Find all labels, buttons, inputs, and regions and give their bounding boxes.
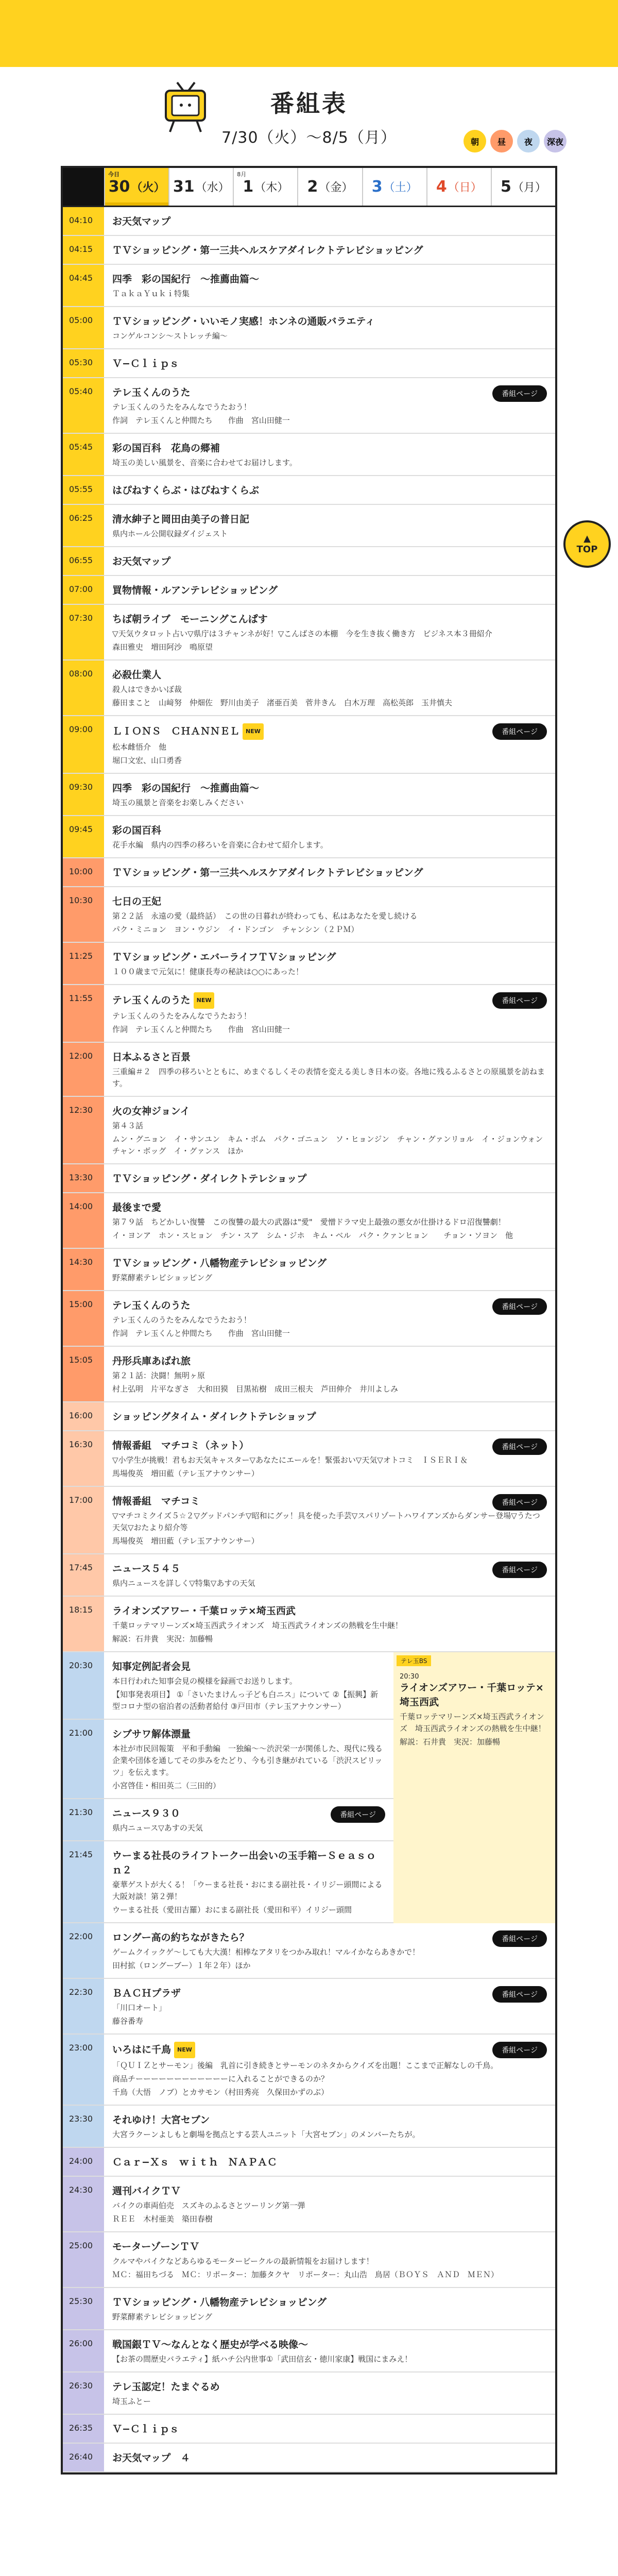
program-time: 26:00 bbox=[63, 2330, 104, 2371]
program-row[interactable] bbox=[63, 2232, 555, 2288]
program-row[interactable] bbox=[63, 2177, 555, 2232]
program-time: 26:35 bbox=[63, 2415, 104, 2443]
program-description: 埼玉ふとー bbox=[112, 2397, 151, 2406]
program-title[interactable]: テレ玉くんのうた NEW bbox=[112, 992, 547, 1009]
program-time: 07:00 bbox=[63, 576, 104, 604]
program-page-button[interactable]: 番組ページ bbox=[492, 385, 547, 402]
weekday: （土） bbox=[383, 181, 418, 194]
program-description: ▽小学生が挑戦！君もお天気キャスター▽あなたにエールを！緊張おい▽天気▽オトコミ ＩＳＥＲＩ＆ bbox=[112, 1455, 468, 1465]
program-page-button[interactable]: 番組ページ bbox=[492, 1438, 547, 1455]
program-page-button[interactable]: 番組ページ bbox=[492, 1494, 547, 1511]
program-description: 県内ホール公開収録ダイジェスト bbox=[112, 529, 228, 538]
program-description: 作詞 テレ玉くんと仲間たち 作曲 宮山田健一 bbox=[112, 416, 290, 425]
program-time: 15:00 bbox=[63, 1291, 104, 1346]
program-description: 松本雌悟介 他 bbox=[112, 742, 167, 752]
program-time: 14:30 bbox=[63, 1249, 104, 1290]
program-title[interactable]: 四季 彩の国紀行 〜推薦曲篇〜 bbox=[112, 274, 260, 285]
program-title[interactable]: テレ玉くんのうた bbox=[112, 1300, 191, 1311]
program-row[interactable] bbox=[63, 378, 555, 434]
program-time: 12:30 bbox=[63, 1097, 104, 1163]
program-title[interactable]: ＴＶショッピング・八幡物産テレビショッピング bbox=[112, 1258, 327, 1269]
program-row[interactable] bbox=[63, 660, 555, 716]
page-header bbox=[0, 67, 618, 165]
program-title[interactable]: 必殺仕業人 bbox=[112, 669, 162, 681]
date-number: 3 bbox=[371, 178, 383, 196]
program-page-button[interactable]: 番組ページ bbox=[492, 992, 547, 1009]
weekday: （水） bbox=[195, 181, 230, 194]
program-description: ＴａｋａＹｕｋｉ特集 bbox=[112, 289, 190, 298]
program-title[interactable]: ＴＶショッピング・ダイレクトテレショップ bbox=[112, 1173, 307, 1184]
program-row[interactable] bbox=[63, 207, 555, 236]
program-row[interactable] bbox=[63, 349, 555, 378]
legend-circle: 昼 bbox=[490, 130, 513, 152]
program-title[interactable]: お天気マップ bbox=[112, 556, 171, 567]
program-row[interactable] bbox=[63, 1487, 555, 1554]
program-description: 大宮ラクーンよしもと劇場を拠点とする芸人ユニット「大宮セブン」のメンバーたちが。 bbox=[112, 2130, 420, 2139]
scroll-to-top-button[interactable] bbox=[563, 520, 611, 568]
program-description: 花手水編 県内の四季の移ろいを音楽に合わせて紹介します。 bbox=[112, 840, 328, 850]
program-row[interactable] bbox=[63, 476, 555, 505]
program-description: 殺人はできかいぼ裁 bbox=[112, 685, 182, 694]
date-tab[interactable] bbox=[491, 168, 555, 206]
program-time: 09:30 bbox=[63, 774, 104, 815]
program-time: 26:40 bbox=[63, 2444, 104, 2471]
top-yellow-bar bbox=[0, 0, 618, 67]
program-title[interactable]: モーターゾーンＴＶ bbox=[112, 2241, 200, 2252]
program-row[interactable] bbox=[63, 265, 555, 307]
program-row[interactable] bbox=[63, 2444, 555, 2472]
legend-circle: 朝 bbox=[464, 130, 486, 152]
program-row[interactable] bbox=[63, 307, 555, 349]
program-row[interactable] bbox=[63, 858, 555, 887]
date-number: 5 bbox=[500, 178, 511, 196]
program-description: ムン・グニョン イ・サンユン キム・ボム パク・ゴニュン ソ・ヒョンジン チャン・グァンリョル イ・ジョンウォン チャン・ボッグ イ・グァンス ほか bbox=[112, 1134, 551, 1156]
program-time: 11:55 bbox=[63, 985, 104, 1042]
program-time: 06:55 bbox=[63, 547, 104, 575]
program-description: 県内ニュース▽あすの天気 bbox=[112, 1823, 203, 1833]
program-title[interactable]: 丹形兵庫あばれ旅 bbox=[112, 1355, 191, 1367]
legend-circle: 夜 bbox=[517, 130, 540, 152]
program-description: 県内ニュースを詳しく▽特集▽あすの天気 bbox=[112, 1579, 255, 1588]
program-description: 本社が市民回報策 平和手動編 一独編〜〜渋沢栄一が関係した、現代に残る企業や団体を通してその歩みをたどり、今も引き継がれている「渋沢スピリッツ」を伝えます。 bbox=[112, 1744, 383, 1777]
program-description: 藤谷番寿 bbox=[112, 2016, 144, 2026]
program-time: 09:45 bbox=[63, 816, 104, 857]
program-title[interactable]: 買物情報・ルアンテレビショッピング bbox=[112, 585, 278, 596]
program-description: 村上弘明 片平なぎさ 大和田獏 目黒祐樹 成田三根夫 芦田伸介 井川よしみ bbox=[112, 1384, 399, 1394]
program-page-button[interactable]: 番組ページ bbox=[331, 1806, 385, 1823]
scroll-top-label: TOP bbox=[576, 544, 598, 555]
program-time: 12:00 bbox=[63, 1043, 104, 1096]
simulcast-description: 千葉ロッテマリーンズ×埼玉西武ライオンズ 埼玉西武ライオンズの熱戦を生中継！ bbox=[400, 1712, 546, 1733]
date-number: 31 bbox=[173, 178, 195, 196]
date-range: 7/30（火）〜8/5（月） bbox=[221, 129, 397, 147]
program-time: 26:30 bbox=[63, 2372, 104, 2414]
program-title[interactable]: 彩の国百科 花鳥の郷補 bbox=[112, 443, 220, 454]
program-time: 05:40 bbox=[63, 378, 104, 433]
program-description: 商品チーーーーーーーーーーーーに入れることができるのか？ bbox=[112, 2074, 329, 2083]
program-title[interactable]: ＴＶショッピング・第一三共ヘルスケアダイレクトテレビショッピング bbox=[112, 245, 423, 256]
date-tab[interactable] bbox=[362, 168, 426, 206]
program-row[interactable] bbox=[63, 2288, 555, 2330]
new-badge: NEW bbox=[174, 2042, 195, 2058]
simulcast-time: 20:30 bbox=[400, 1673, 419, 1681]
program-description: ＲＥＥ 木村亜美 築田春樹 bbox=[112, 2214, 213, 2224]
program-title[interactable]: テレ玉くんのうた bbox=[112, 387, 191, 398]
program-title[interactable]: ニュース９３０ bbox=[112, 1808, 181, 1819]
program-title[interactable]: ショッピングタイム・ダイレクトテレショップ bbox=[112, 1411, 316, 1422]
program-row[interactable] bbox=[63, 1923, 555, 1979]
simulcast-description: 解説：石井貴 実況：加藤暢 bbox=[400, 1737, 501, 1747]
program-description: 小宮啓佳・相田英二（三田的） bbox=[112, 1781, 221, 1790]
program-row[interactable] bbox=[63, 887, 555, 943]
date-number: 30 bbox=[108, 178, 130, 196]
program-description: パク・ミニョン ヨン・ウジン イ・ドンゴン チャンシン（２ＰＭ） bbox=[112, 925, 359, 934]
program-description: 【お茶の間歴史バラエティ】紙ハチ公内世事①「武田信玄・徳川家康】戦国にまみえ！ bbox=[112, 2354, 413, 2364]
program-description: 第２２話 永遠の愛（最終話） この世の日暮れが終わっても、私はあなたを愛し続ける bbox=[112, 911, 418, 921]
program-description: ウーまる社長（愛田吉羅）おにまる副社長（愛田和平）イリジー頭間 bbox=[112, 1905, 352, 1914]
program-time: 16:30 bbox=[63, 1431, 104, 1486]
program-description: コンゲルコンシ〜ストレッチ編〜 bbox=[112, 331, 228, 341]
program-time: 18:15 bbox=[63, 1597, 104, 1651]
program-row[interactable] bbox=[63, 1979, 555, 2035]
program-time: 16:00 bbox=[63, 1402, 104, 1430]
program-description: 本日行われた知事会見の模様を録画でお送りします。 bbox=[112, 1676, 297, 1686]
weekday: （日） bbox=[448, 181, 482, 194]
program-row[interactable] bbox=[63, 1347, 555, 1402]
program-title[interactable]: お天気マップ ４ bbox=[112, 2452, 191, 2464]
program-title[interactable]: Ｖ−Ｃｌｉｐｓ bbox=[112, 2424, 179, 2435]
chevron-up-icon: ▲ bbox=[583, 533, 591, 544]
program-time: 14:00 bbox=[63, 1193, 104, 1248]
program-description: 第４３話 bbox=[112, 1121, 144, 1130]
program-description: 豪華ゲストが大くる！「ウーまる社長・おにまる副社長・イリジー頭間による大阪対談！第２弾！ bbox=[112, 1880, 383, 1901]
weekday: （月） bbox=[512, 181, 546, 194]
date-tab[interactable] bbox=[233, 168, 297, 206]
program-description: 野菜酵素テレビショッピング bbox=[112, 1273, 213, 1282]
date-tab[interactable] bbox=[168, 168, 233, 206]
program-row[interactable] bbox=[63, 1402, 555, 1431]
program-time: 15:05 bbox=[63, 1347, 104, 1401]
program-description: ▽天気ウタロット占い▽県庁は３チャンネが好！▽こんばさの本棚 今を生き抜く働き方 ビジネス本３冊紹介 bbox=[112, 629, 492, 638]
program-row[interactable] bbox=[63, 1249, 555, 1291]
program-title[interactable]: Ｖ−Ｃｌｉｐｓ bbox=[112, 358, 179, 369]
program-description: 第２１話：決闘！無明ヶ原 bbox=[112, 1371, 205, 1380]
program-time: 24:00 bbox=[63, 2148, 104, 2176]
program-description: 馬場俊英 増田藍（テレ玉アナウンサー） bbox=[112, 1536, 259, 1546]
program-title[interactable]: 情報番組 マチコミ bbox=[112, 1496, 200, 1507]
program-description: 馬場俊英 増田藍（テレ玉アナウンサー） bbox=[112, 1469, 259, 1478]
program-time: 10:00 bbox=[63, 858, 104, 886]
program-title[interactable]: はぴねすくらぶ・はぴねすくらぶ bbox=[112, 485, 260, 496]
program-description: 埼玉の風景と音楽をお楽しみください bbox=[112, 798, 244, 807]
program-row[interactable] bbox=[63, 547, 555, 576]
program-title[interactable]: ウーまる社長のライフトークー出会いの玉手箱ーＳｅａｓｏｎ２ bbox=[112, 1850, 376, 1876]
program-description: イ・ヨンア ホン・スヒョン チン・スア シム・ジホ キム・ベル パク・クァンヒョン チョン・ソヨン 他 bbox=[112, 1231, 513, 1240]
new-badge: NEW bbox=[194, 992, 215, 1009]
program-row[interactable] bbox=[63, 1597, 555, 1652]
program-description: テレ玉くんのうたをみんなでうたおう！ bbox=[112, 402, 251, 412]
program-title[interactable]: 最後まで愛 bbox=[112, 1202, 162, 1213]
program-description: ＭＣ：福田ちづる ＭＣ：リポーター：加藤タクヤ リポーター：丸山浩 鳥居（ＢＯＹＳ ＡＮＤ ＭＥＮ） bbox=[112, 2270, 499, 2279]
date-number: 1 bbox=[243, 178, 254, 196]
weekday: （金） bbox=[319, 181, 353, 194]
program-time: 24:30 bbox=[63, 2177, 104, 2231]
program-title[interactable]: ＴＶショッピング・エバーライフＴＶショッピング bbox=[112, 952, 336, 963]
program-time: 25:00 bbox=[63, 2232, 104, 2287]
program-page-button[interactable]: 番組ページ bbox=[492, 1298, 547, 1315]
program-description: クルマやバイクなどあらゆるモータービークルの最新情報をお届けします！ bbox=[112, 2257, 374, 2266]
program-row[interactable] bbox=[63, 605, 555, 660]
program-title[interactable]: いろはに千鳥 NEW bbox=[112, 2042, 547, 2058]
program-row[interactable] bbox=[63, 576, 555, 605]
date-number: 2 bbox=[307, 178, 318, 196]
program-description: テレ玉くんのうたをみんなでうたおう！ bbox=[112, 1011, 251, 1021]
program-description: １００歳まで元気に！健康長寿の秘訣は○○にあった！ bbox=[112, 967, 304, 976]
legend-circle: 深夜 bbox=[544, 130, 566, 152]
program-description: 野菜酵素テレビショッピング bbox=[112, 2312, 213, 2321]
program-row[interactable] bbox=[63, 2330, 555, 2372]
program-description: 「ＱＵＩＺとサーモン」後編 乳首に引き続きとサーモンのネタからクイズを出題！ここまで正解なしの千鳥。 bbox=[112, 2061, 499, 2070]
program-title[interactable]: 知事定例記者会見 bbox=[112, 1661, 191, 1672]
program-title[interactable]: ニュース５４５ bbox=[112, 1563, 181, 1574]
program-title[interactable]: ＴＶショッピング・八幡物産テレビショッピング bbox=[112, 2297, 327, 2308]
program-title[interactable]: 週刊バイクＴＶ bbox=[112, 2185, 181, 2197]
program-description: 藤田まこと 山﨑努 仲畑佐 野川由美子 渚亜百美 菅井きん 白木万理 高松英郎 玉井慎夫 bbox=[112, 698, 453, 707]
program-time: 21:45 bbox=[63, 1841, 104, 1922]
date-tab[interactable] bbox=[426, 168, 491, 206]
program-title[interactable]: 火の女神ジョンイ bbox=[112, 1106, 190, 1117]
program-row[interactable] bbox=[63, 2372, 555, 2415]
program-description: 作詞 テレ玉くんと仲間たち 作曲 宮山田健一 bbox=[112, 1329, 290, 1338]
program-description: 【知事発表項目】 ①「さいたまけんっ子ども白ニス」について ②【振興】新型コロナ型の宿泊者の活動者給付 ③戸田市（テレ玉アナウンサー） bbox=[112, 1690, 379, 1711]
program-page-button[interactable]: 番組ページ bbox=[492, 1562, 547, 1578]
program-time: 04:15 bbox=[63, 236, 104, 264]
program-time: 23:00 bbox=[63, 2035, 104, 2105]
program-time: 05:30 bbox=[63, 349, 104, 377]
program-title[interactable]: お天気マップ bbox=[112, 216, 171, 227]
program-title[interactable]: 清水紳子と岡田由美子の普日記 bbox=[112, 514, 250, 525]
date-tab[interactable] bbox=[297, 168, 362, 206]
program-title[interactable]: ＴＶショッピング・第一三共ヘルスケアダイレクトテレビショッピング bbox=[112, 867, 423, 878]
program-description: 解説：石井貴 実況：加藤暢 bbox=[112, 1634, 213, 1643]
program-time: 05:45 bbox=[63, 434, 104, 475]
program-description: 「川口オート」 bbox=[112, 2003, 167, 2012]
program-time: 21:30 bbox=[63, 1799, 104, 1840]
program-title[interactable]: 日本ふるさと百景 bbox=[112, 1052, 191, 1063]
program-description: 堀口文宏、山口勇香 bbox=[112, 756, 182, 765]
program-row[interactable] bbox=[63, 2415, 555, 2444]
program-description: ▽マチコミクイズ５☆２▽グッドパンチ▽昭和にグッ！具を使った手芸▽スパリゾートハワイアンズからダンサー登場▽うたつ天気▽おたより紹介等 bbox=[112, 1511, 540, 1532]
date-corner bbox=[63, 168, 104, 206]
program-row[interactable] bbox=[63, 774, 555, 816]
program-title[interactable]: 彩の国百科 bbox=[112, 825, 162, 836]
simulcast-program[interactable] bbox=[393, 1652, 555, 1923]
program-title[interactable]: 七日の王妃 bbox=[112, 896, 162, 907]
program-title[interactable]: Ｃａｒ−Ｘｓ ｗｉｔｈ ＮＡＰＡＣ bbox=[112, 2157, 277, 2168]
program-page-button[interactable]: 番組ページ bbox=[492, 2042, 547, 2058]
program-row[interactable] bbox=[63, 1554, 555, 1597]
program-row[interactable] bbox=[63, 1097, 555, 1164]
program-description: バイクの車両伯売 スズキのふるさとツーリング第一弾 bbox=[112, 2201, 305, 2210]
program-time: 08:00 bbox=[63, 660, 104, 715]
program-title[interactable]: 戦国銀ＴＶ〜なんとなく歴史が学べる映像〜 bbox=[112, 2339, 308, 2350]
simulcast-title[interactable]: ライオンズアワー・千葉ロッテ×埼玉西武 bbox=[400, 1682, 544, 1708]
program-time: 11:25 bbox=[63, 943, 104, 984]
program-title[interactable]: テレ玉認定！たまぐるめ bbox=[112, 2381, 220, 2393]
program-page-button[interactable]: 番組ページ bbox=[492, 1930, 547, 1947]
program-page-button[interactable]: 番組ページ bbox=[492, 1986, 547, 2003]
program-title[interactable]: ＴＶショッピング・いいモノ実感！ホンネの通販バラエティ bbox=[112, 316, 375, 327]
program-title[interactable]: ＢＡＣＨプラザ bbox=[112, 1988, 181, 1999]
program-description: 埼玉の美しい風景を、音楽に合わせてお届けします。 bbox=[112, 458, 297, 467]
time-of-day-legend bbox=[464, 130, 566, 152]
program-row[interactable] bbox=[63, 1431, 555, 1487]
new-badge: NEW bbox=[243, 723, 264, 740]
weekday: （火） bbox=[131, 181, 165, 194]
weekday: （木） bbox=[254, 181, 289, 194]
program-title[interactable]: 情報番組 マチコミ（ネット） bbox=[112, 1440, 249, 1451]
program-time: 04:10 bbox=[63, 207, 104, 235]
program-time: 07:30 bbox=[63, 605, 104, 659]
program-time: 22:30 bbox=[63, 1979, 104, 2033]
program-title[interactable]: ライオンズアワー・千葉ロッテ×埼玉西武 bbox=[112, 1605, 296, 1617]
program-time: 04:45 bbox=[63, 265, 104, 306]
date-tab-note: 今日 bbox=[108, 171, 119, 178]
program-title[interactable]: ちば朝ライブ モーニングこんぱす bbox=[112, 614, 268, 625]
program-row[interactable] bbox=[63, 2035, 555, 2106]
program-title[interactable]: シブサワ解体漂量 bbox=[112, 1728, 191, 1740]
program-list bbox=[63, 207, 555, 2472]
program-time: 23:30 bbox=[63, 2106, 104, 2147]
program-description: 千鳥（大悟 ノブ）とカサモン（村田秀亮 久保田かずのぶ） bbox=[112, 2088, 329, 2097]
program-row[interactable] bbox=[63, 236, 555, 265]
program-time: 20:30 bbox=[63, 1652, 104, 1719]
program-row[interactable] bbox=[63, 2148, 555, 2177]
program-time: 06:25 bbox=[63, 505, 104, 546]
program-description: ゲームクイックゲ〜しても大大漢！相棒なアタリをつかみ取れ！マルイかならあきかで！ bbox=[112, 1947, 420, 1957]
program-time: 22:00 bbox=[63, 1923, 104, 1978]
program-time: 17:00 bbox=[63, 1487, 104, 1553]
program-time: 13:30 bbox=[63, 1164, 104, 1192]
program-time: 05:00 bbox=[63, 307, 104, 348]
program-description: 作詞 テレ玉くんと仲間たち 作曲 宮山田健一 bbox=[112, 1025, 290, 1034]
program-description: 田村拡（ロングーブー）１年２年）ほか bbox=[112, 1961, 251, 1970]
program-description: 森田雅史 増田阿沙 鳴原望 bbox=[112, 642, 213, 652]
program-time: 17:45 bbox=[63, 1554, 104, 1596]
program-row[interactable] bbox=[63, 2106, 555, 2148]
schedule-frame bbox=[61, 166, 557, 2475]
program-title[interactable]: ロングー高の約ちながきたら？ bbox=[112, 1932, 249, 1943]
date-tab[interactable] bbox=[104, 168, 168, 206]
program-time: 21:00 bbox=[63, 1720, 104, 1798]
program-page-button[interactable]: 番組ページ bbox=[492, 723, 547, 740]
date-number: 4 bbox=[436, 178, 447, 196]
program-row[interactable] bbox=[63, 816, 555, 858]
channel-tag: テレ玉BS bbox=[397, 1655, 431, 1666]
program-time: 05:55 bbox=[63, 476, 104, 504]
program-row[interactable] bbox=[63, 1193, 555, 1249]
program-time: 25:30 bbox=[63, 2288, 104, 2329]
program-description: 第７９話 ちどかしい復讐 この復讐の最大の武器は"愛" 愛憎ドラマ史上最強の悪女が仕掛けるドロ沼復讐劇！ bbox=[112, 1217, 506, 1227]
program-row[interactable] bbox=[63, 434, 555, 476]
date-tabs bbox=[63, 168, 555, 207]
program-description: 千葉ロッテマリーンズ×埼玉西武ライオンズ 埼玉西武ライオンズの熱戦を生中継！ bbox=[112, 1621, 403, 1630]
program-title[interactable]: ＬＩＯＮＳ ＣＨＡＮＮＥＬ NEW bbox=[112, 723, 547, 740]
program-description: テレ玉くんのうたをみんなでうたおう！ bbox=[112, 1315, 251, 1325]
page-title: 番組表 bbox=[270, 90, 348, 117]
program-description: 三重編＃２ 四季の移ろいとともに、めまぐるしくその表情を変える美しき日本の姿。各地に残るふるさとの原風景を訪ねます。 bbox=[112, 1067, 545, 1088]
program-row[interactable] bbox=[63, 943, 555, 985]
program-row[interactable] bbox=[63, 985, 555, 1043]
date-tab-note: 8月 bbox=[237, 171, 247, 178]
program-title[interactable]: それゆけ！大宮セブン bbox=[112, 2114, 210, 2126]
program-row[interactable] bbox=[63, 716, 555, 774]
program-time: 09:00 bbox=[63, 716, 104, 773]
program-row[interactable] bbox=[63, 1164, 555, 1193]
program-time: 10:30 bbox=[63, 887, 104, 942]
program-title[interactable]: 四季 彩の国紀行 〜推薦曲篇〜 bbox=[112, 783, 260, 794]
program-row[interactable] bbox=[63, 1291, 555, 1347]
program-row[interactable] bbox=[63, 1043, 555, 1097]
program-row[interactable] bbox=[63, 505, 555, 547]
